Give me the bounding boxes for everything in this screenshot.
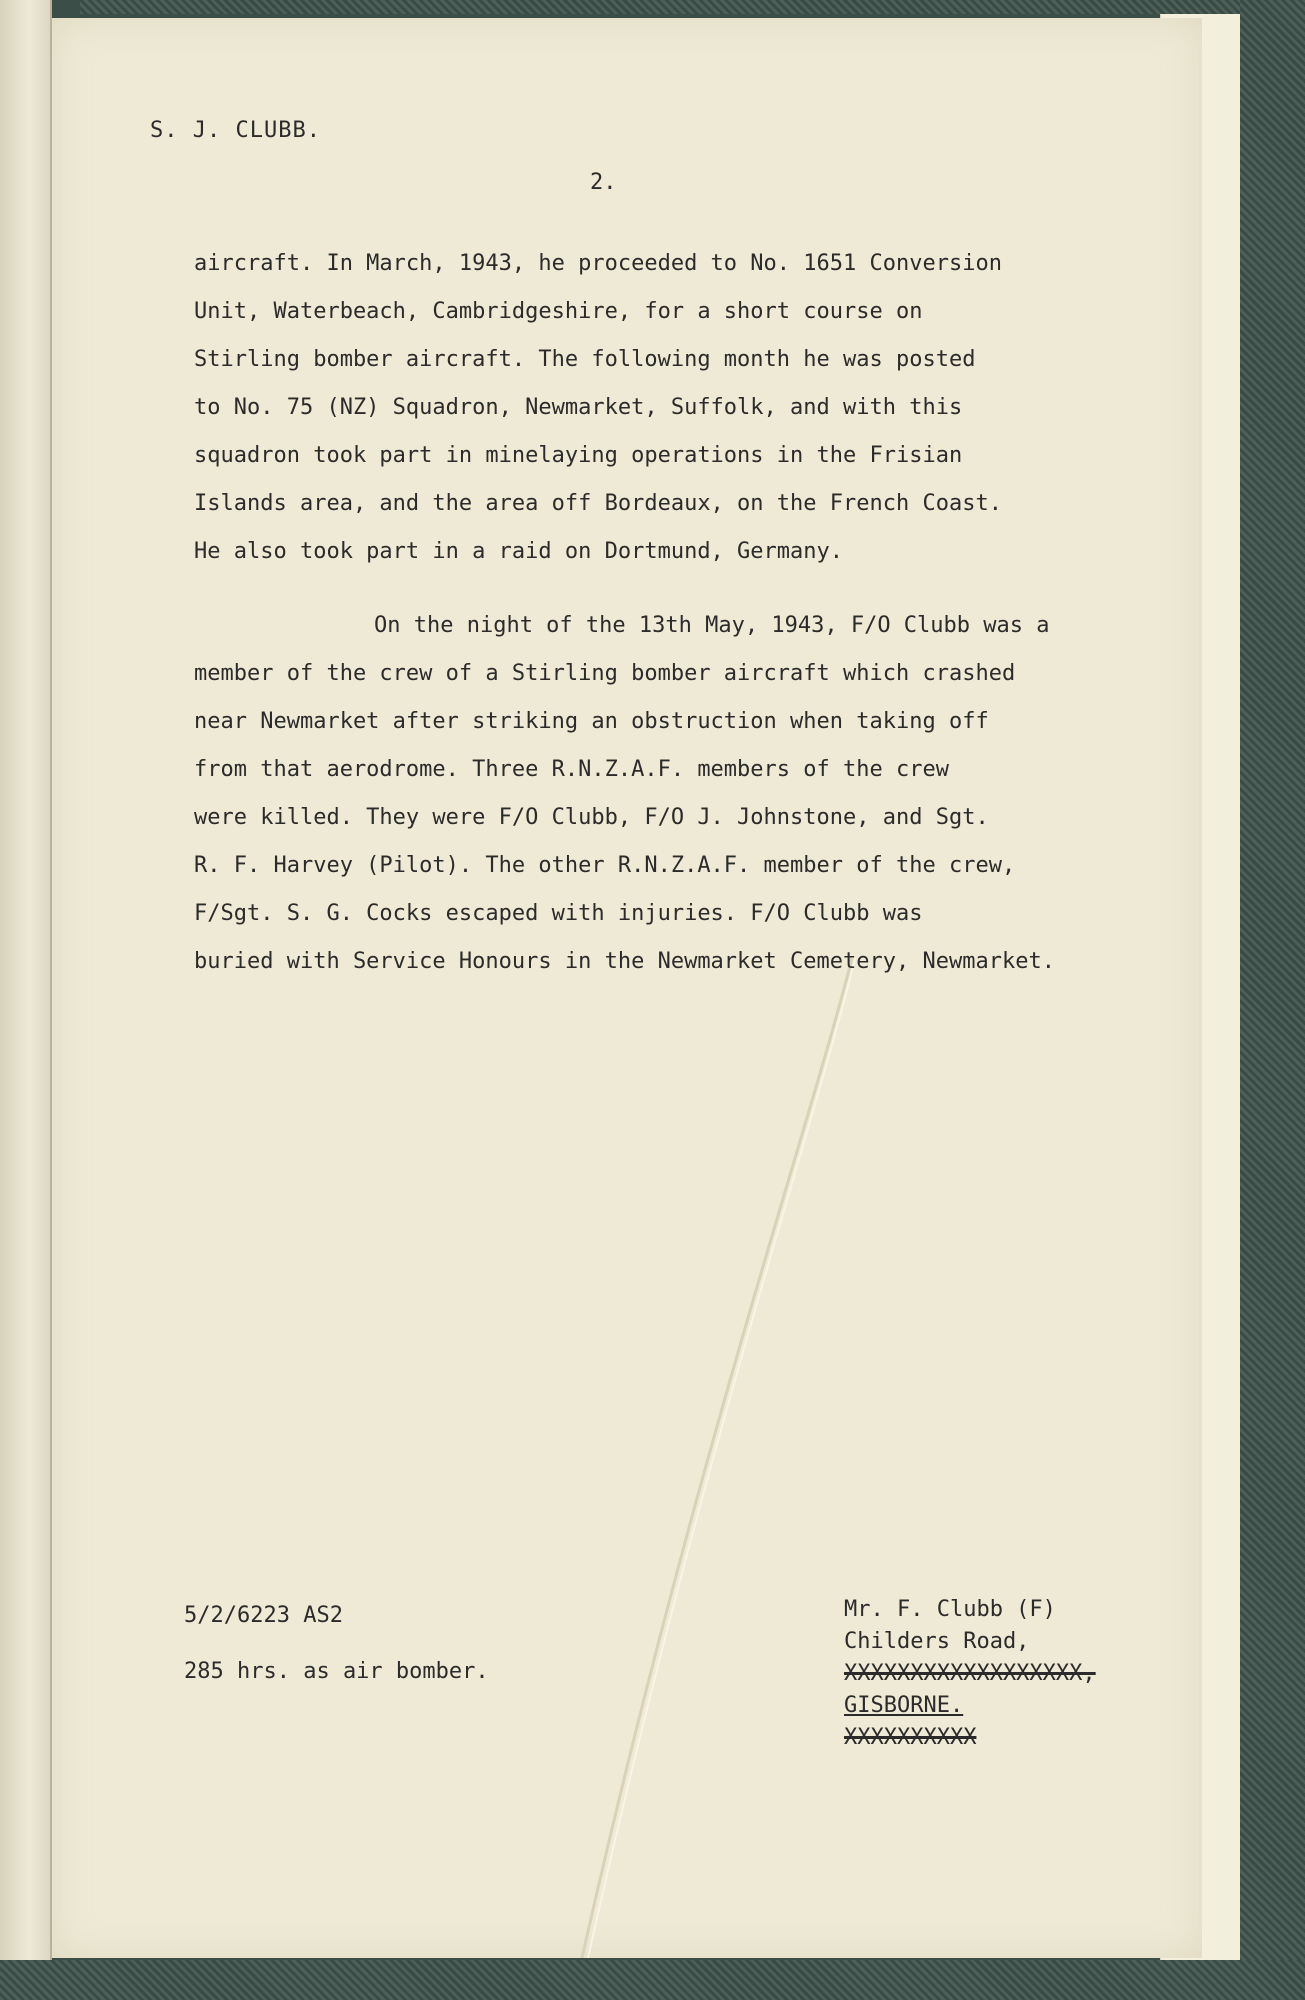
document-page [52,18,1202,1958]
text-line: were killed. They were F/O Clubb, F/O J. Johnstone, and Sgt. [194,805,989,830]
cover-right-edge [1240,0,1305,2000]
address-block [844,1594,1096,1754]
file-reference: 5/2/6223 AS2 [184,1603,343,1628]
text-line: Islands area, and the area off Bordeaux, on the French Coast. [194,491,1002,516]
binding-edge [0,0,52,2000]
text-line: from that aerodrome. Three R.N.Z.A.F. members of the crew [194,757,949,782]
address-name: Mr. F. Clubb (F) [844,1597,1056,1622]
paragraph-2 [194,602,1055,986]
text-line: squadron took part in minelaying operations in the Frisian [194,443,963,468]
header-name: S. J. CLUBB. [150,118,321,143]
cover-bottom-edge [0,1960,1305,2000]
text-line: He also took part in a raid on Dortmund, Germany. [194,539,844,564]
reference-block [184,1588,489,1700]
cover-top-edge [80,0,1305,14]
text-line: member of the crew of a Stirling bomber aircraft which crashed [194,661,1016,686]
text-line: R. F. Harvey (Pilot). The other R.N.Z.A.F. member of the crew, [194,853,1016,878]
flying-hours: 285 hrs. as air bomber. [184,1659,489,1684]
text-line: aircraft. In March, 1943, he proceeded to No. 1651 Conversion [194,251,1002,276]
text-line: to No. 75 (NZ) Squadron, Newmarket, Suffolk, and with this [194,395,963,420]
text-line: Stirling bomber aircraft. The following month he was posted [194,347,976,372]
text-line: On the night of the 13th May, 1943, F/O Clubb was a [374,613,1050,638]
address-struck-line-2: XXXXXXXXXX [844,1725,977,1750]
text-line: Unit, Waterbeach, Cambridgeshire, for a short course on [194,299,923,324]
text-line: buried with Service Honours in the Newmarket Cemetery, Newmarket. [194,949,1055,974]
address-struck-line: XXXXXXXXXXXXXXXXXX, [844,1661,1096,1686]
address-street: Childers Road, [844,1629,1030,1654]
text-line: near Newmarket after striking an obstruction when taking off [194,709,989,734]
paragraph-1 [194,240,1002,576]
text-line: F/Sgt. S. G. Cocks escaped with injuries. F/O Clubb was [194,901,923,926]
page-number: 2. [590,170,617,195]
address-town: GISBORNE. [844,1693,964,1718]
